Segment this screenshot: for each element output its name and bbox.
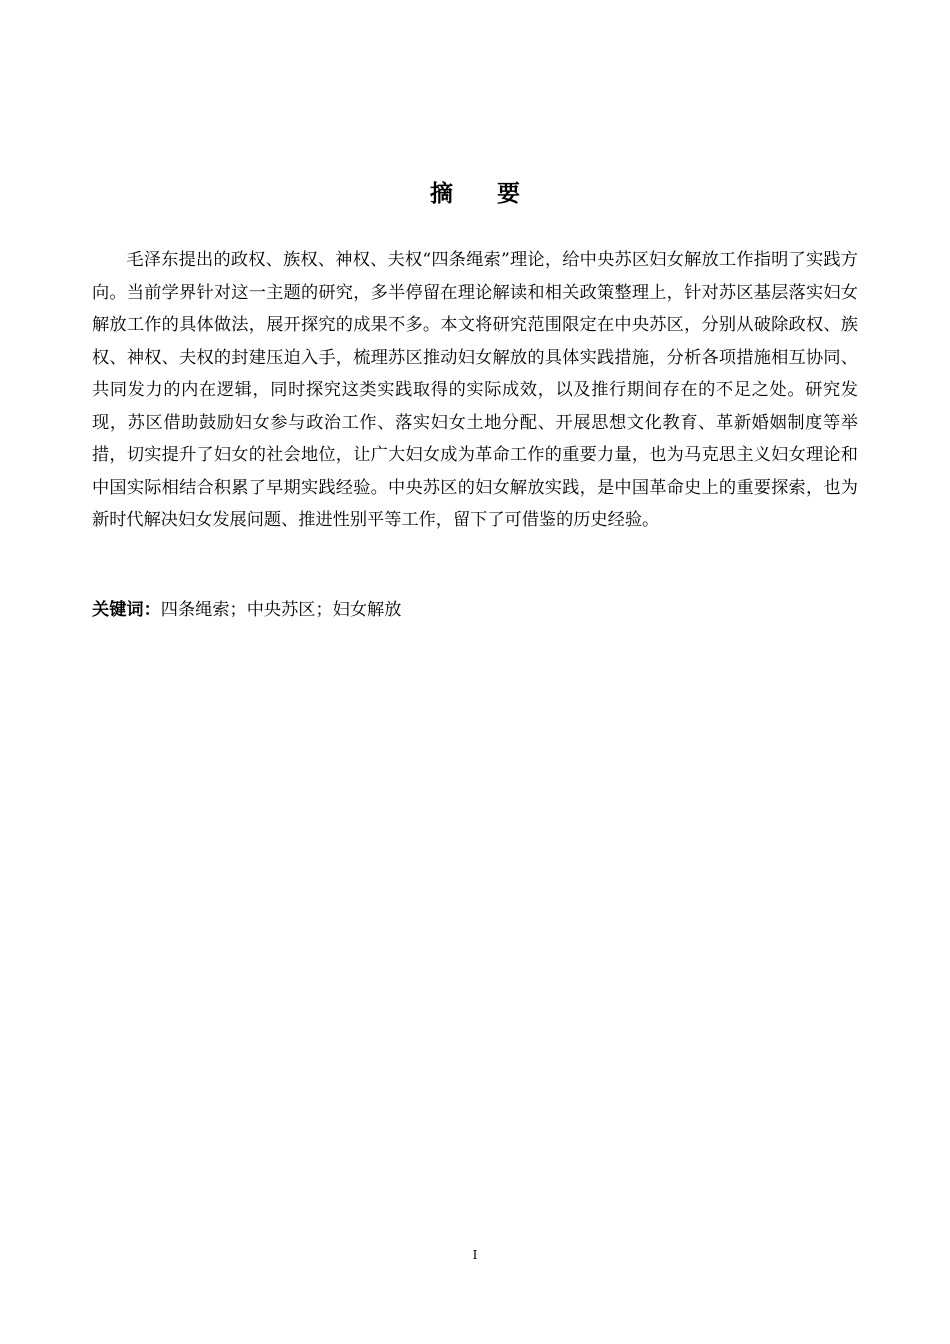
keywords-value: 四条绳索；中央苏区；妇女解放 — [160, 600, 402, 620]
abstract-title: 摘要 — [430, 181, 564, 207]
abstract-body: 毛泽东提出的政权、族权、神权、夫权“四条绳索”理论，给中央苏区妇女解放工作指明了实践方向。当前学界针对这一主题的研究，多半停留在理论解读和相关政策整理上，针对苏区基层落实妇女解放工作的具体做法，展开探究的成果不多。本文将研究范围限定在中央苏区，分别从破除政权、族权、神权、夫权的封建压迫入手，梳理苏区推动妇女解放的具体实践措施，分析各项措施相互协同、共同发力的内在逻辑，同时探究这类实践取得的实际成效，以及推行期间存在的不足之处。研究发现，苏区借助鼓励妇女参与政治工作、落实妇女土地分配、开展思想文化教育、革新婚姻制度等举措，切实提升了妇女的社会地位，让广大妇女成为革命工作的重要力量，也为马克思主义妇女理论和中国实际相结合积累了早期实践经验。中央苏区的妇女解放实践，是中国革命史上的重要探索，也为新时代解决妇女发展问题、推进性别平等工作，留下了可借鉴的历史经验。 — [92, 250, 858, 530]
keywords-line — [92, 594, 858, 626]
keywords-label: 关键词： — [92, 600, 161, 620]
page-number: I — [472, 1248, 478, 1262]
